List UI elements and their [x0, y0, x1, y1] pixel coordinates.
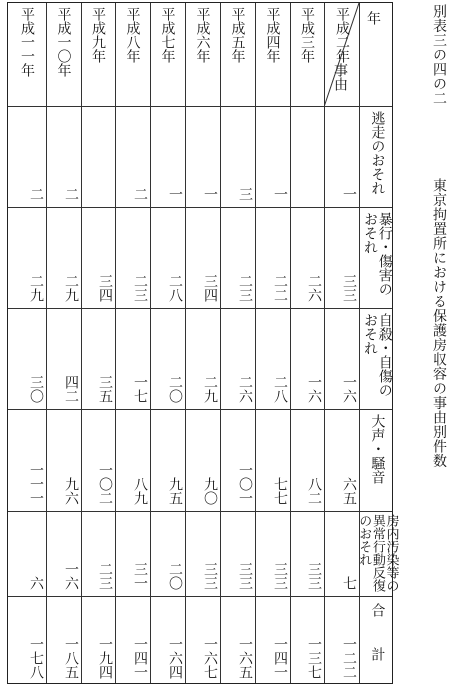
table-cell: 三三	[237, 562, 253, 590]
reason-header: 逃走のおそれ	[369, 111, 386, 195]
year-header: 平成二年	[334, 7, 350, 63]
year-header: 平成五年	[229, 7, 246, 63]
table-cell: 七	[341, 576, 357, 590]
table-cell: 二〇	[167, 562, 183, 590]
table-cell: 二九	[28, 274, 44, 302]
table-cell-total: 一六五	[237, 637, 253, 679]
corner-year-label: 年	[365, 11, 381, 25]
table-cell-total: 一六七	[202, 637, 218, 679]
table-cell-total: 一四一	[132, 637, 148, 679]
table-cell-total: 一四一	[272, 637, 288, 679]
table-cell: 三	[237, 187, 253, 201]
table-cell: 一	[341, 187, 357, 201]
table-cell: 二六	[306, 274, 322, 302]
table-cell-total: 一二二	[341, 637, 357, 679]
table-cell-total: 一七八	[28, 637, 44, 679]
table-cell: 七七	[272, 477, 288, 505]
table-cell: 三三	[202, 562, 218, 590]
data-table	[7, 2, 399, 691]
year-header: 平成三年	[299, 7, 315, 63]
table-cell: 二九	[202, 375, 218, 403]
table-cell: 二八	[272, 375, 288, 403]
reason-header: 暴行・傷害のおそれ	[362, 212, 393, 296]
table-cell: 二三	[237, 274, 253, 302]
table-cell: 三一	[132, 562, 148, 590]
table-cell-total: 一六四	[167, 637, 183, 679]
table-cell: 一一一	[28, 463, 44, 505]
year-header: 平成九年	[90, 7, 106, 63]
table-cell: 一〇二	[97, 463, 113, 505]
table-cell: 二三	[132, 274, 148, 302]
table-cell: 三三	[306, 562, 322, 590]
table-cell: 二八	[167, 274, 183, 302]
table-cell: 一	[272, 187, 288, 201]
table-cell: 三〇	[28, 375, 44, 403]
table-cell-total: 一八五	[63, 637, 79, 679]
table-cell: 二二	[272, 274, 288, 302]
table-cell: 三四	[202, 274, 218, 302]
table-cell: 一七	[132, 375, 148, 403]
table-cell: 二三	[97, 562, 113, 590]
table-cell: 二	[28, 187, 44, 201]
table-cell: 九五	[167, 477, 183, 505]
year-header: 平成六年	[194, 7, 211, 63]
table-cell: 二六	[237, 375, 253, 403]
table-cell-total: 一九四	[97, 637, 113, 679]
table-cell: 九六	[63, 477, 79, 505]
table-cell: 八二	[306, 477, 322, 505]
reason-header: 合計	[369, 603, 386, 691]
reason-header: 自殺・自傷のおそれ	[362, 313, 393, 397]
table-cell: 二〇	[167, 375, 183, 403]
table-cell: 六	[28, 576, 44, 590]
table-cell: 二	[63, 187, 79, 201]
year-header: 平成七年	[159, 7, 176, 63]
table-cell: 三四	[97, 274, 113, 302]
table-cell: 三五	[97, 375, 113, 403]
table-cell: 四二	[63, 375, 79, 403]
table-cell: 一	[202, 187, 218, 201]
table-cell: 三三	[272, 562, 288, 590]
year-header: 平成四年	[264, 7, 281, 63]
table-cell: 二九	[63, 274, 79, 302]
table-cell: 一	[167, 187, 183, 201]
table-cell: 六五	[341, 477, 357, 505]
table-cell: 一六	[63, 562, 79, 590]
year-header: 平成一〇年	[55, 7, 72, 77]
table-cell: 一六	[306, 375, 322, 403]
reason-header: 房内汚染等の異常行動反復のおそれ	[356, 514, 399, 592]
table-cell: 九〇	[202, 477, 218, 505]
year-header: 平成八年	[124, 7, 141, 63]
table-cell: 一六	[341, 375, 357, 403]
table-cell-total: 一三七	[306, 637, 322, 679]
year-header: 平成一一年	[19, 7, 35, 77]
reason-header: 大声・騒音	[369, 414, 386, 484]
table-cell: 一〇一	[237, 463, 253, 505]
table-number-label: 別表三の四の二	[431, 4, 447, 106]
table-cell: 二	[132, 187, 148, 201]
table-cell: 三三	[341, 274, 357, 302]
corner-reason-label: 事由	[332, 63, 348, 91]
table-cell: 八九	[132, 477, 148, 505]
table-title: 東京拘置所における保護房収容の事由別件数	[431, 178, 447, 468]
